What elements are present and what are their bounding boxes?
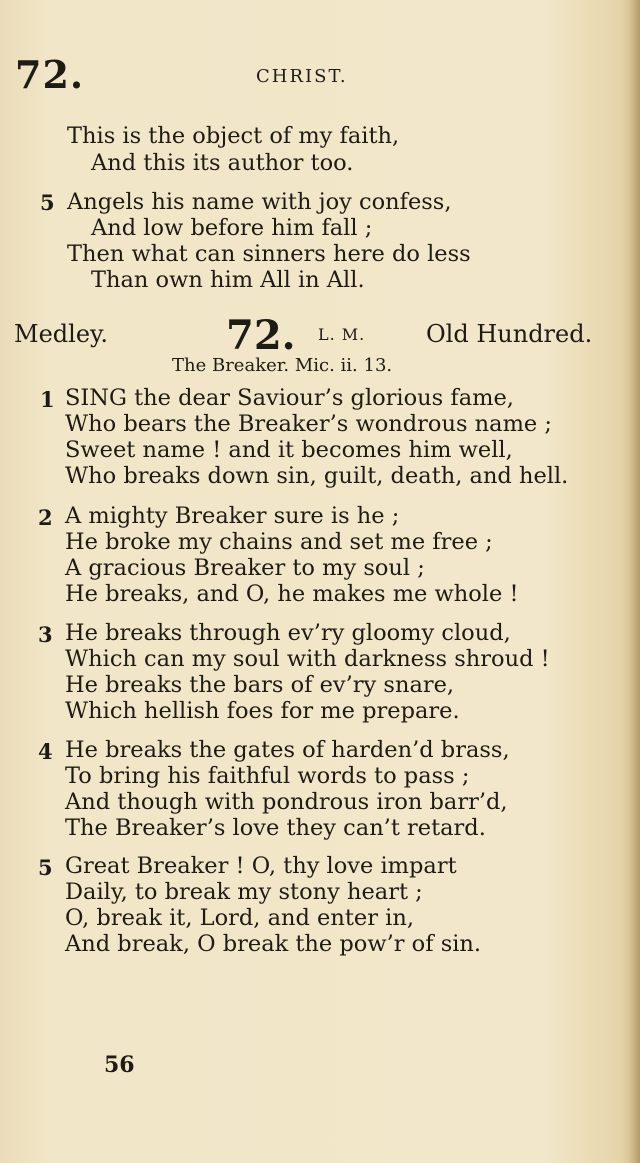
verse-line: Great Breaker ! O, thy love impart: [65, 853, 457, 879]
verse-line: He broke my chains and set me free ;: [65, 529, 493, 555]
page-number: 56: [104, 1052, 135, 1078]
verse-line: And though with pondrous iron barr’d,: [65, 789, 508, 815]
stanza-number: 2: [38, 505, 53, 530]
stanza-number: 5: [40, 190, 55, 215]
verse-line: And low before him fall ;: [91, 215, 373, 241]
page-edge: [630, 0, 640, 1163]
verse-line: To bring his faithful words to pass ;: [65, 763, 470, 789]
stanza-number: 3: [38, 622, 53, 647]
verse-line: Than own him All in All.: [91, 267, 365, 293]
running-head-hymn-number: 72.: [15, 52, 85, 97]
verse-line: Angels his name with joy confess,: [67, 189, 452, 215]
verse-line: O, break it, Lord, and enter in,: [65, 905, 414, 931]
verse-line: Which hellish foes for me prepare.: [65, 698, 460, 724]
verse-line: Which can my soul with darkness shroud !: [65, 646, 550, 672]
stanza-number: 5: [38, 855, 53, 880]
tune-name-left: Medley.: [14, 320, 109, 348]
verse-line: A mighty Breaker sure is he ;: [65, 503, 400, 529]
verse-line: Who breaks down sin, guilt, death, and hell.: [65, 463, 569, 489]
verse-line: He breaks the bars of ev’ry snare,: [65, 672, 455, 698]
verse-line: Who bears the Breaker’s wondrous name ;: [65, 411, 552, 437]
verse-line: He breaks the gates of harden’d brass,: [65, 737, 510, 763]
tune-name-right: Old Hundred.: [426, 320, 593, 348]
stanza-number: 1: [40, 387, 55, 412]
verse-line: Daily, to break my stony heart ;: [65, 879, 423, 905]
hymn-number: 72.: [226, 312, 296, 359]
verse-line: SING the dear Saviour’s glorious fame,: [65, 385, 514, 411]
running-head-title: CHRIST.: [256, 66, 348, 87]
verse-line: He breaks through ev’ry gloomy cloud,: [65, 620, 511, 646]
verse-line: Then what can sinners here do less: [67, 241, 471, 267]
stanza-number: 4: [38, 739, 53, 764]
verse-line: This is the object of my faith,: [67, 123, 400, 149]
verse-line: Sweet name ! and it becomes him well,: [65, 437, 513, 463]
verse-line: And break, O break the pow’r of sin.: [65, 931, 482, 957]
hymn-subtitle: The Breaker. Mic. ii. 13.: [172, 355, 393, 376]
meter: L. M.: [318, 325, 366, 344]
verse-line: He breaks, and O, he makes me whole !: [65, 581, 519, 607]
hymn-heading: [0, 312, 640, 359]
verse-line: A gracious Breaker to my soul ;: [65, 555, 425, 581]
verse-line: And this its author too.: [91, 150, 354, 176]
verse-line: The Breaker’s love they can’t retard.: [65, 815, 486, 841]
